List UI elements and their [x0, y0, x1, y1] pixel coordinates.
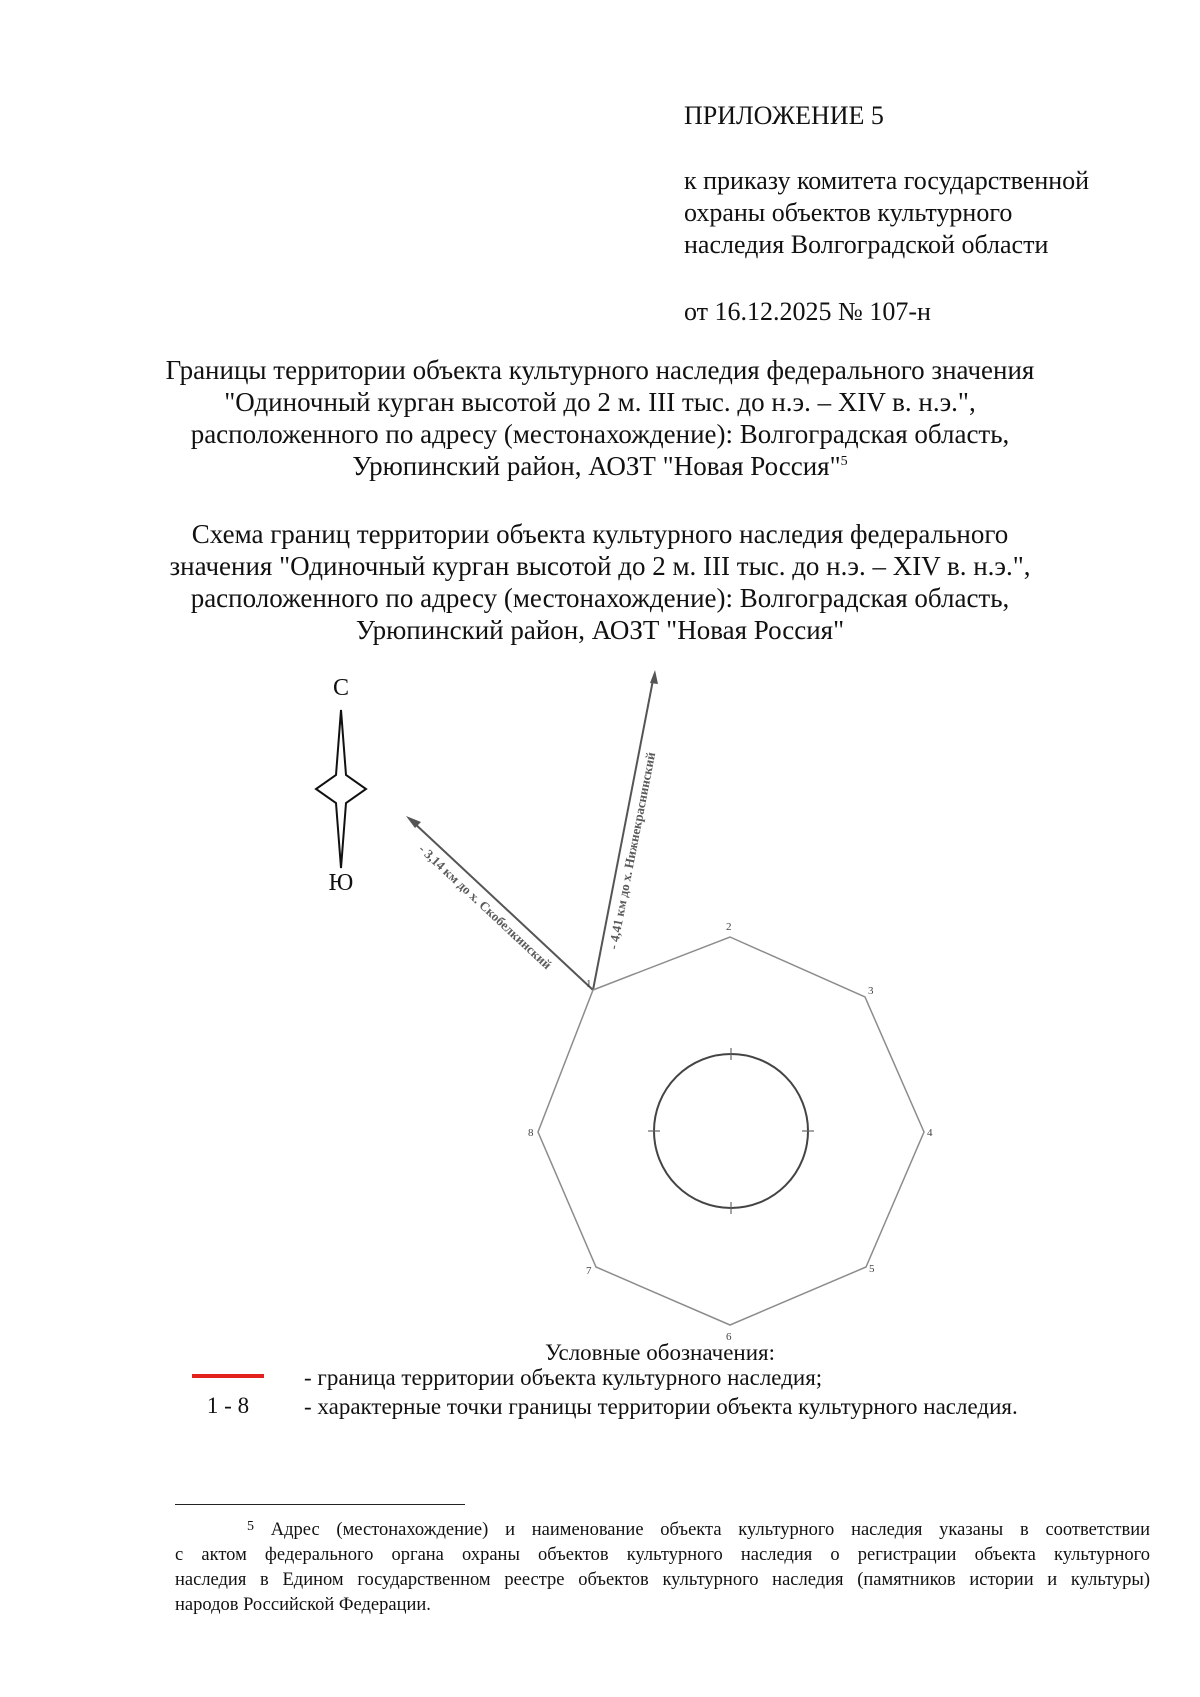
appendix-order-line: наследия Волгоградской области — [684, 230, 1049, 259]
footnote-separator — [175, 1504, 465, 1505]
appendix-title — [684, 100, 1164, 132]
borders-title-line-text: Урюпинский район, АОЗТ "Новая Россия" — [352, 451, 841, 481]
point-label: 5 — [869, 1263, 875, 1275]
footnote-line-text: Адрес (местонахождение) и наименование объекта культурного наследия указаны в соответствии — [270, 1520, 1150, 1540]
borders-title-line: расположенного по адресу (местонахождение): Волгоградская область, — [190, 419, 1010, 449]
scheme-title-line: Схема границ территории объекта культурного наследия федерального — [191, 519, 1009, 549]
direction-label-skobelkinsky: - 3,14 км до х. Скобелкинский — [415, 841, 555, 973]
point-label: 3 — [868, 985, 874, 997]
borders-title — [150, 354, 1050, 482]
scheme-title-line: значения "Одиночный курган высотой до 2 м. III тыс. до н.э. – XIV в. н.э.", — [169, 551, 1031, 581]
appendix-order-ref — [684, 165, 1164, 261]
direction-arrows — [406, 670, 658, 990]
arrowhead-icon — [650, 670, 658, 684]
kurgan-mound — [648, 1048, 814, 1214]
direction-label-nizhnekrasninsky: - 4,41 км до х. Нижнекраснинский — [605, 750, 659, 951]
footnote-mark: 5 — [247, 1519, 254, 1534]
footnote-line: наследия в Едином государственном реестре объектов культурного наследия (памятников истории и культуры) — [175, 1570, 1150, 1590]
kurgan-circle — [654, 1054, 808, 1208]
legend-points-sample: 1 - 8 — [206, 1393, 250, 1418]
appendix-order-line: к приказу комитета государственной — [684, 166, 1090, 195]
point-label: 4 — [927, 1127, 933, 1139]
point-label: 2 — [726, 921, 732, 933]
legend-title: Условные обозначения: — [544, 1340, 776, 1365]
scheme-title — [150, 518, 1050, 646]
legend-item-points: - характерные точки границы территории объекта культурного наследия. — [304, 1394, 1018, 1419]
borders-title-line: Границы территории объекта культурного наследия федерального значения — [165, 355, 1035, 385]
point-label: 8 — [528, 1127, 534, 1139]
scheme-title-line: Урюпинский район, АОЗТ "Новая Россия" — [355, 615, 845, 645]
compass-rose — [316, 675, 366, 896]
compass-north-label: С — [332, 675, 350, 701]
point-label: 6 — [726, 1331, 732, 1343]
footnote-line — [175, 1518, 1150, 1543]
footnote-line: народов Российской Федерации. — [175, 1595, 431, 1615]
borders-title-line: "Одиночный курган высотой до 2 м. III тыс. до н.э. – XIV в. н.э.", — [224, 387, 976, 417]
appendix-order-line: охраны объектов культурного — [684, 198, 1013, 227]
scheme-title-line: расположенного по адресу (местонахождение): Волгоградская область, — [190, 583, 1010, 613]
legend-item-boundary: - граница территории объекта культурного наследия; — [304, 1365, 823, 1390]
appendix-date-text: от 16.12.2025 № 107-н — [684, 297, 931, 326]
point-label: 7 — [586, 1265, 592, 1277]
legend-boundary-line-sample — [192, 1374, 264, 1378]
arrow-line-nizhnekrasninsky — [593, 680, 653, 990]
compass-needle-icon — [316, 710, 366, 868]
compass-south-label: Ю — [328, 870, 354, 896]
boundary-scheme — [0, 650, 1200, 1343]
borders-title-line — [150, 450, 1050, 482]
appendix-date — [684, 296, 1164, 328]
boundary-point-labels — [528, 921, 933, 1343]
point-label: 1 — [586, 978, 592, 990]
boundary-octagon — [538, 937, 924, 1325]
appendix-title-text: ПРИЛОЖЕНИЕ 5 — [684, 101, 884, 130]
footnote — [175, 1518, 1150, 1618]
footnote-line: с актом федерального органа охраны объектов культурного наследия о регистрации объекта культурного — [175, 1545, 1150, 1565]
arrow-line-skobelkinsky — [413, 822, 593, 990]
footnote-reference-mark[interactable]: 5 — [840, 454, 848, 469]
